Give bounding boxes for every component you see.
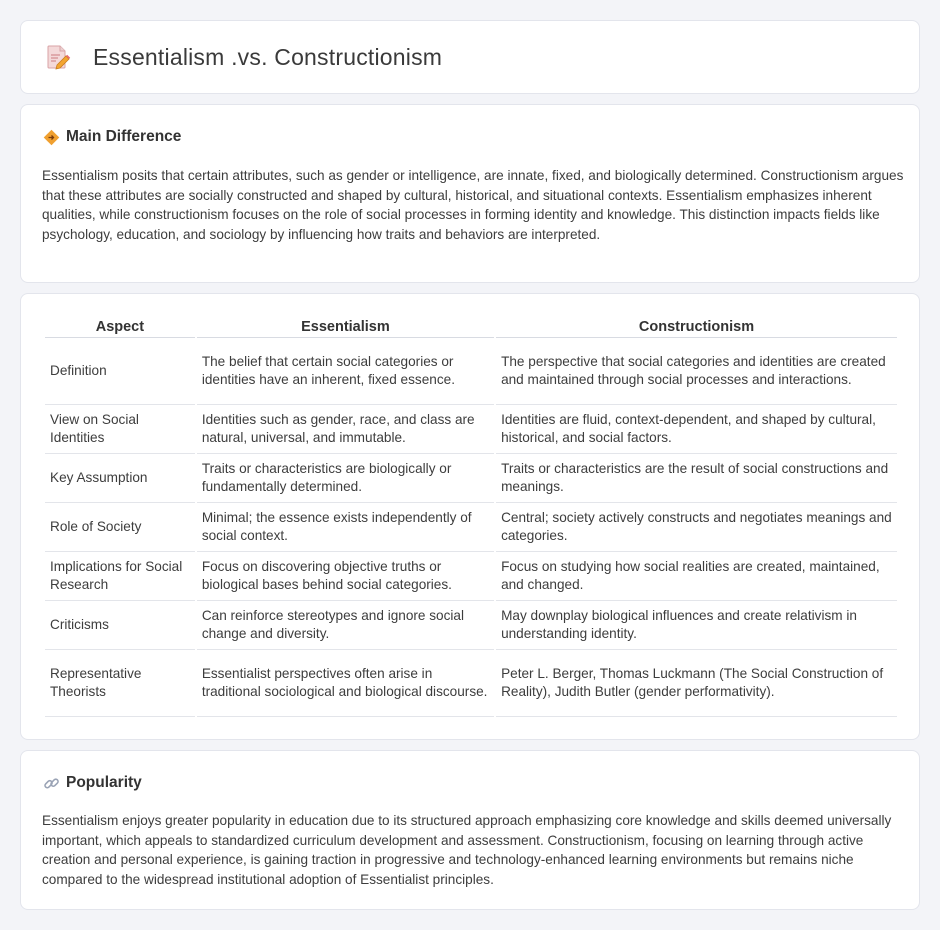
constructionism-cell: Identities are fluid, context-dependent, and shaped by cultural, historical, and social factors.	[496, 405, 897, 454]
diamond-arrows-icon	[43, 129, 60, 146]
header-essentialism: Essentialism	[197, 317, 494, 338]
comparison-table	[43, 317, 899, 717]
constructionism-cell: Central; society actively constructs and negotiates meanings and categories.	[496, 503, 897, 552]
header-card	[20, 20, 920, 94]
comparison-table-card	[20, 293, 920, 740]
table-row	[45, 405, 897, 454]
popularity-card	[20, 750, 920, 910]
essentialism-cell: The belief that certain social categories or identities have an inherent, fixed essence.	[197, 338, 494, 405]
aspect-cell: Key Assumption	[45, 454, 195, 503]
table-row	[45, 503, 897, 552]
table-row	[45, 601, 897, 650]
aspect-cell: Criticisms	[45, 601, 195, 650]
page-title: Essentialism .vs. Constructionism	[93, 43, 443, 70]
constructionism-cell: May downplay biological influences and create relativism in understanding identity.	[496, 601, 897, 650]
main-difference-title: Main Difference	[66, 128, 182, 145]
essentialism-cell: Essentialist perspectives often arise in traditional sociological and biological discourse.	[197, 650, 494, 717]
main-difference-text: Essentialism posits that certain attributes, such as gender or intelligence, are innate, fixed, and biologically determined. Constructionism argues that these attributes are socially constructed and shaped by cultural, historical, and situational contexts. Essentialism emphasizes inherent qualities, while constructionism focuses on the role of social processes in forming identity and knowledge. This distinction impacts fields like psychology, education, and sociology by influencing how traits and behaviors are interpreted.	[42, 168, 904, 242]
table-header-row	[45, 317, 897, 338]
aspect-cell: Implications for Social Research	[45, 552, 195, 601]
table-row	[45, 338, 897, 405]
aspect-cell: Definition	[45, 338, 195, 405]
popularity-title: Popularity	[66, 774, 142, 791]
constructionism-cell: Peter L. Berger, Thomas Luckmann (The Social Construction of Reality), Judith Butler (gender performativity).	[496, 650, 897, 717]
title-row	[45, 43, 442, 71]
table-row	[45, 454, 897, 503]
essentialism-cell: Traits or characteristics are biologically or fundamentally determined.	[197, 454, 494, 503]
aspect-cell: Representative Theorists	[45, 650, 195, 717]
popularity-heading	[43, 774, 142, 792]
constructionism-cell: The perspective that social categories and identities are created and maintained through social processes and interactions.	[496, 338, 897, 405]
table-row	[45, 650, 897, 717]
popularity-text: Essentialism enjoys greater popularity in education due to its structured approach emphasizing core knowledge and skills deemed universally important, which appeals to standardized curriculum development and assessment. Constructionism, focusing on learning through active creation and personal experience, is gaining traction in progressive and technology-enhanced learning environments but remains niche compared to the widespread institutional adoption of Essentialist principles.	[42, 813, 892, 887]
constructionism-cell: Focus on studying how social realities are created, maintained, and changed.	[496, 552, 897, 601]
essentialism-cell: Minimal; the essence exists independently of social context.	[197, 503, 494, 552]
table-row	[45, 552, 897, 601]
main-difference-heading	[43, 128, 181, 146]
essentialism-cell: Identities such as gender, race, and class are natural, universal, and immutable.	[197, 405, 494, 454]
essentialism-cell: Can reinforce stereotypes and ignore social change and diversity.	[197, 601, 494, 650]
header-constructionism: Constructionism	[496, 317, 897, 338]
link-icon	[43, 775, 60, 792]
aspect-cell: Role of Society	[45, 503, 195, 552]
document-pencil-icon	[45, 43, 71, 71]
constructionism-cell: Traits or characteristics are the result of social constructions and meanings.	[496, 454, 897, 503]
main-difference-card	[20, 104, 920, 283]
header-aspect: Aspect	[45, 317, 195, 338]
essentialism-cell: Focus on discovering objective truths or biological bases behind social categories.	[197, 552, 494, 601]
aspect-cell: View on Social Identities	[45, 405, 195, 454]
